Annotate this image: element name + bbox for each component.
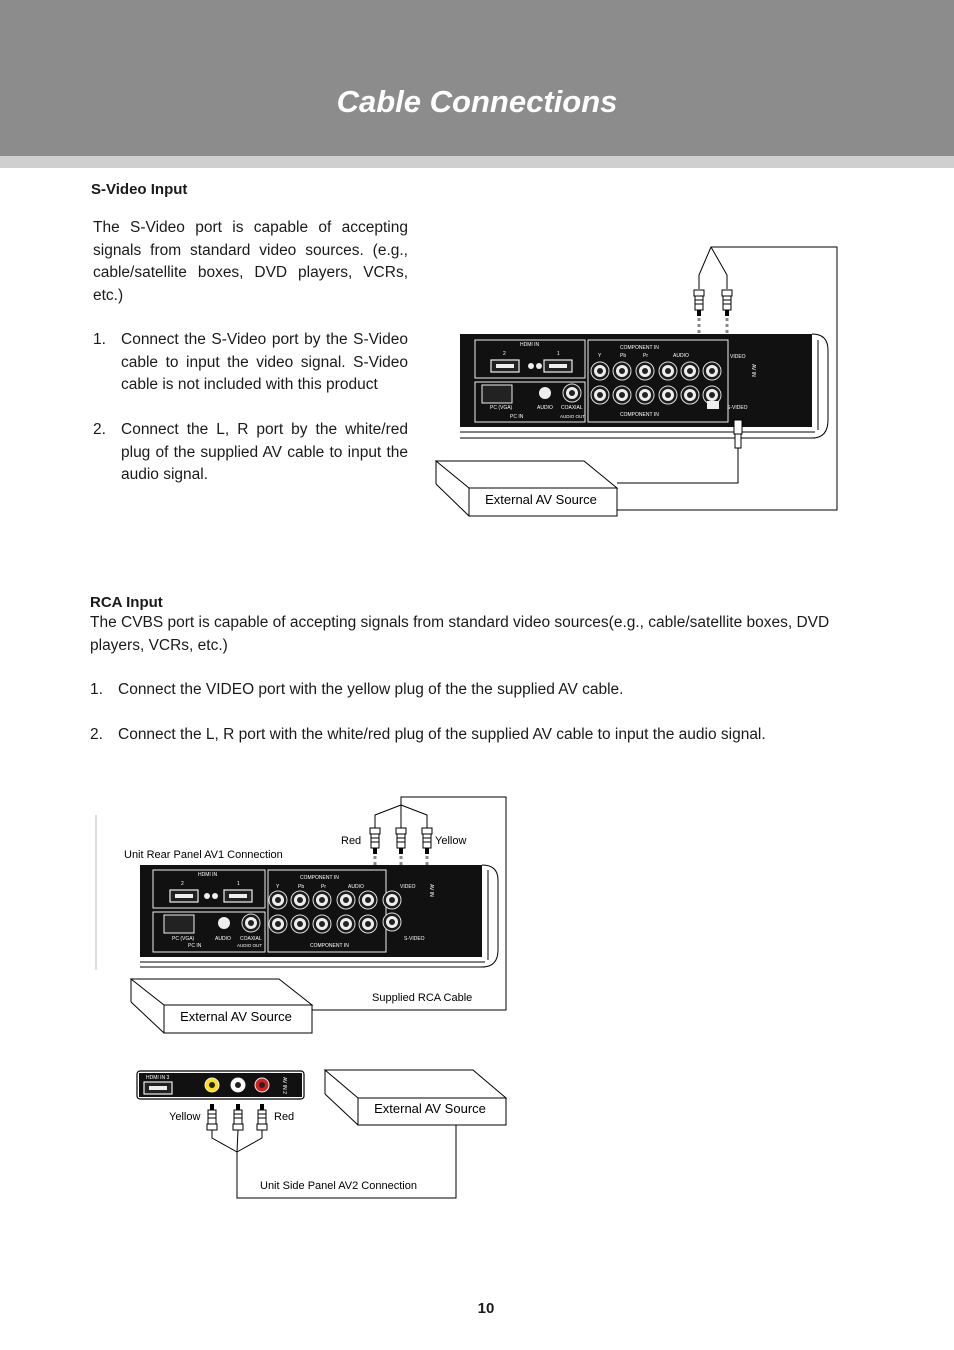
- white-plug-icon: [396, 828, 406, 854]
- svg-text:Pb: Pb: [298, 884, 305, 890]
- svg-text:AUDIO: AUDIO: [348, 884, 364, 890]
- cable-split: [711, 247, 727, 275]
- page-title: Cable Connections: [336, 84, 618, 119]
- yellow-plug-icon: [207, 1104, 217, 1130]
- coaxial-jack-icon: [242, 914, 260, 932]
- red-plug-icon: [257, 1104, 267, 1130]
- side-hdmi-port-icon: [144, 1082, 172, 1094]
- svg-text:COMPONENT IN: COMPONENT IN: [310, 943, 349, 949]
- hdmi-in-label: HDMI IN: [520, 342, 540, 348]
- rca-intro: The CVBS port is capable of accepting signals from standard video sources(e.g., cable/satellite boxes, DVD players, VCRs, etc.): [90, 614, 830, 654]
- hdmi-2-port-icon: [491, 360, 519, 372]
- hdmi-1-port-icon: [544, 360, 572, 372]
- audio-jack-icon: [539, 387, 551, 399]
- svg-text:HDMI IN: HDMI IN: [198, 872, 218, 878]
- step-text: Connect the VIDEO port with the yellow plug of the the supplied AV cable.: [118, 681, 624, 698]
- svideo-plug-icon: [734, 420, 742, 434]
- svg-text:AV IN: AV IN: [750, 364, 756, 377]
- svg-text:Y: Y: [598, 353, 602, 359]
- svg-text:AUDIO: AUDIO: [673, 353, 689, 359]
- page-number: 10: [477, 1300, 495, 1317]
- side-panel: [137, 1071, 304, 1099]
- audio-jack-icon: [218, 917, 230, 929]
- rear-panel-caption: Unit Rear Panel AV1 Connection: [124, 849, 283, 861]
- side-caption: Unit Side Panel AV2 Connection: [260, 1180, 417, 1192]
- rca-heading: RCA Input: [90, 594, 163, 611]
- svg-text:AUDIO OUT: AUDIO OUT: [560, 414, 586, 419]
- hdmi-2-port-icon: [170, 890, 198, 902]
- rca-diagram: [96, 797, 506, 1198]
- svg-text:1: 1: [237, 881, 240, 887]
- svg-text:S-VIDEO: S-VIDEO: [727, 405, 748, 411]
- svideo-diagram: [436, 247, 837, 516]
- red-label: Red: [341, 835, 362, 847]
- svg-text:COMPONENT IN: COMPONENT IN: [620, 412, 659, 418]
- svg-text:COAXIAL: COAXIAL: [561, 405, 583, 411]
- svg-text:Y: Y: [276, 884, 280, 890]
- hdmi-1-port-icon: [224, 890, 252, 902]
- source-label: External AV Source: [485, 492, 597, 507]
- svg-text:VIDEO: VIDEO: [400, 884, 416, 890]
- svg-text:Pr: Pr: [643, 353, 648, 359]
- source-label: External AV Source: [180, 1009, 292, 1024]
- step-text: Connect the S-Video port by the S-Video cable to input the video signal. S-Video cable is not included with this product: [121, 331, 408, 393]
- svg-text:AV IN 2: AV IN 2: [281, 1077, 287, 1094]
- svg-text:HDMI IN 3: HDMI IN 3: [146, 1075, 170, 1081]
- svideo-intro: The S-Video port is capable of accepting signals from standard video sources. (e.g., cable/satellite boxes, DVD players, VCRs, etc.): [93, 219, 408, 304]
- step-number: 1.: [93, 331, 106, 348]
- coaxial-jack-icon: [563, 384, 581, 402]
- svg-text:Pr: Pr: [321, 884, 326, 890]
- svideo-cable: [617, 448, 738, 483]
- white-plug-icon: [233, 1104, 243, 1130]
- white-plug-icon: [694, 290, 704, 316]
- svideo-heading: S-Video Input: [91, 181, 188, 198]
- svg-text:COMPONENT IN: COMPONENT IN: [620, 345, 659, 351]
- svg-text:AUDIO: AUDIO: [537, 405, 553, 411]
- step-text: Connect the L, R port by the white/red plug of the supplied AV cable to input the audio signal.: [121, 421, 408, 483]
- svg-text:AUDIO: AUDIO: [215, 936, 231, 942]
- step-number: 2.: [90, 726, 103, 743]
- svg-text:AV IN: AV IN: [428, 884, 434, 897]
- svg-text:S-VIDEO: S-VIDEO: [404, 936, 425, 942]
- svg-text:PC IN: PC IN: [510, 414, 524, 420]
- side-red-label: Red: [274, 1111, 295, 1123]
- svg-text:PC IN: PC IN: [188, 943, 202, 949]
- step-text: Connect the L, R port with the white/red plug of the supplied AV cable to input the audio signal.: [118, 726, 766, 743]
- svideo-external-source: [436, 461, 617, 516]
- svg-text:PC (VGA): PC (VGA): [490, 405, 513, 411]
- svg-text:COAXIAL: COAXIAL: [240, 936, 262, 942]
- side-yellow-label: Yellow: [169, 1111, 201, 1123]
- vga-port-icon: [164, 915, 194, 933]
- svg-text:1: 1: [557, 351, 560, 357]
- rca-external-source: [131, 979, 312, 1033]
- svg-text:Pb: Pb: [620, 353, 627, 359]
- red-plug-icon: [370, 828, 380, 854]
- svg-text:COMPONENT IN: COMPONENT IN: [300, 875, 339, 881]
- step-number: 2.: [93, 421, 106, 438]
- side-external-source: [325, 1070, 506, 1125]
- svg-text:2: 2: [503, 351, 506, 357]
- red-plug-icon: [722, 290, 732, 316]
- svg-text:PC (VGA): PC (VGA): [172, 936, 195, 942]
- cable-label: Supplied RCA Cable: [372, 992, 473, 1004]
- svg-text:2: 2: [181, 881, 184, 887]
- svg-text:AUDIO OUT: AUDIO OUT: [237, 943, 263, 948]
- yellow-plug-icon: [422, 828, 432, 854]
- step-number: 1.: [90, 681, 103, 698]
- source-label: External AV Source: [374, 1101, 486, 1116]
- svg-text:VIDEO: VIDEO: [730, 354, 746, 360]
- vga-port-icon: [482, 385, 512, 403]
- yellow-label: Yellow: [435, 835, 467, 847]
